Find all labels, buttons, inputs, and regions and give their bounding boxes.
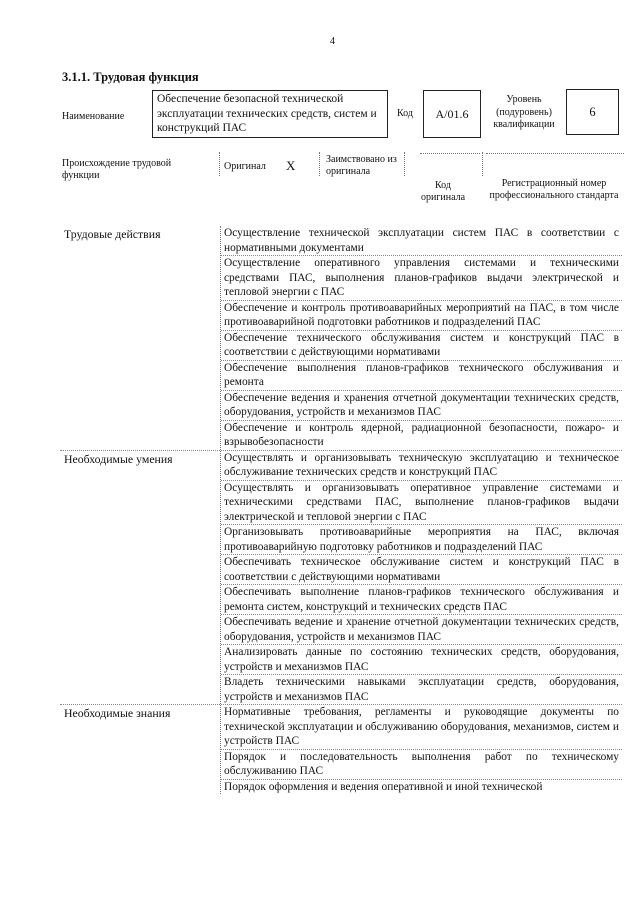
table-cell: Обеспечение и контроль противоаварийных мероприятий на ПАС, в том числе противоаварийной подготовки работников и подразделений ПАС	[221, 301, 622, 331]
table-cell: Организовывать противоаварийные мероприятия на ПАС, включая противоаварийную подготовку работников и подразделений ПАС	[221, 525, 622, 555]
code-divider	[404, 152, 405, 176]
borrowed-label: Заимствовано из оригинала	[326, 154, 397, 177]
table-cell: Анализировать данные по состоянию технических средств, оборудования, устройств и механизмов ПАС	[221, 645, 622, 675]
table-cell: Обеспечение ведения и хранения отчетной документации технических средств, оборудования, устройств и механизмов ПАС	[221, 391, 622, 421]
page-number: 4	[330, 36, 335, 47]
code-label: Код	[397, 108, 413, 119]
table-cell: Обеспечение выполнения планов-графиков технического обслуживания и ремонта	[221, 361, 622, 391]
original-code-label: Код оригинала	[420, 180, 466, 203]
reg-divider	[482, 152, 483, 176]
name-label: Наименование	[62, 111, 125, 122]
table-cell: Осуществление оперативного управления системами и техническими средствами ПАС, выполнения планов-графиков выдачи электрической и тепловой энергии с ПАС	[221, 256, 622, 301]
original-label: Оригинал	[224, 161, 266, 172]
section-cells	[220, 451, 622, 705]
section-heading: Необходимые знания	[64, 706, 171, 720]
reg-top-line	[486, 153, 624, 154]
qualification-level-label: Уровень (подуровень) квалификации	[493, 94, 555, 130]
section-cells	[220, 226, 622, 450]
labor-actions-section	[60, 226, 622, 450]
code-top-line	[420, 153, 480, 154]
section-heading: Трудовые действия	[64, 227, 161, 241]
table-cell: Осуществление технической эксплуатации систем ПАС в соответствии с нормативными документами	[221, 226, 622, 256]
table-cell: Обеспечивать выполнение планов-графиков технического обслуживания и ремонта систем, конструкций и технических средств ПАС	[221, 585, 622, 615]
borrowed-divider	[319, 152, 320, 176]
function-code-box: А/01.6	[423, 90, 481, 138]
function-name-box: Обеспечение безопасной технической эксплуатации технических средств, систем и конструкций ПАС	[152, 90, 388, 138]
reg-number-label: Регистрационный номер профессионального стандарта	[489, 178, 619, 201]
table-cell: Осуществлять и организовывать техническую эксплуатацию и техническое обслуживание технических средств и конструкций ПАС	[221, 451, 622, 481]
original-mark: X	[286, 158, 296, 173]
table-cell: Обеспечивать ведение и хранение отчетной документации технических средств, оборудования, устройств и механизмов ПАС	[221, 615, 622, 645]
table-cell: Обеспечение технического обслуживания систем и конструкций ПАС в соответствии с действующими нормативами	[221, 331, 622, 361]
section-title: 3.1.1. Трудовая функция	[62, 70, 199, 84]
table-cell: Порядок оформления и ведения оперативной и иной технической	[224, 780, 543, 793]
origin-divider	[219, 152, 220, 176]
section-cells	[220, 705, 622, 794]
qualification-level-box: 6	[566, 89, 619, 135]
section-heading: Необходимые умения	[64, 451, 173, 466]
table-cell: Осуществлять и организовывать оперативное управление системами и техническими средствами ПАС, выполнение планов-графиков выдачи электрической и тепловой энергии с ПАС	[221, 481, 622, 526]
origin-label: Происхождение трудовой функции	[62, 158, 172, 181]
table-cell: Обеспечение и контроль ядерной, радиационной безопасности, пожаро- и взрывобезопасности	[224, 421, 619, 448]
required-knowledge-section	[60, 704, 622, 794]
table-cell: Владеть техническими навыками эксплуатации средств, оборудования, устройств и механизмов ПАС	[224, 676, 619, 703]
function-table	[60, 226, 622, 794]
required-skills-section	[60, 450, 622, 705]
table-cell: Обеспечивать техническое обслуживание систем и конструкций ПАС в соответствии с действующими нормативами	[221, 555, 622, 585]
table-cell: Нормативные требования, регламенты и руководящие документы по технической эксплуатации и обслуживанию оборудования, механизмов, систем и устройств ПАС	[221, 705, 622, 750]
table-cell: Порядок и последовательность выполнения работ по техническому обслуживанию ПАС	[221, 750, 622, 780]
